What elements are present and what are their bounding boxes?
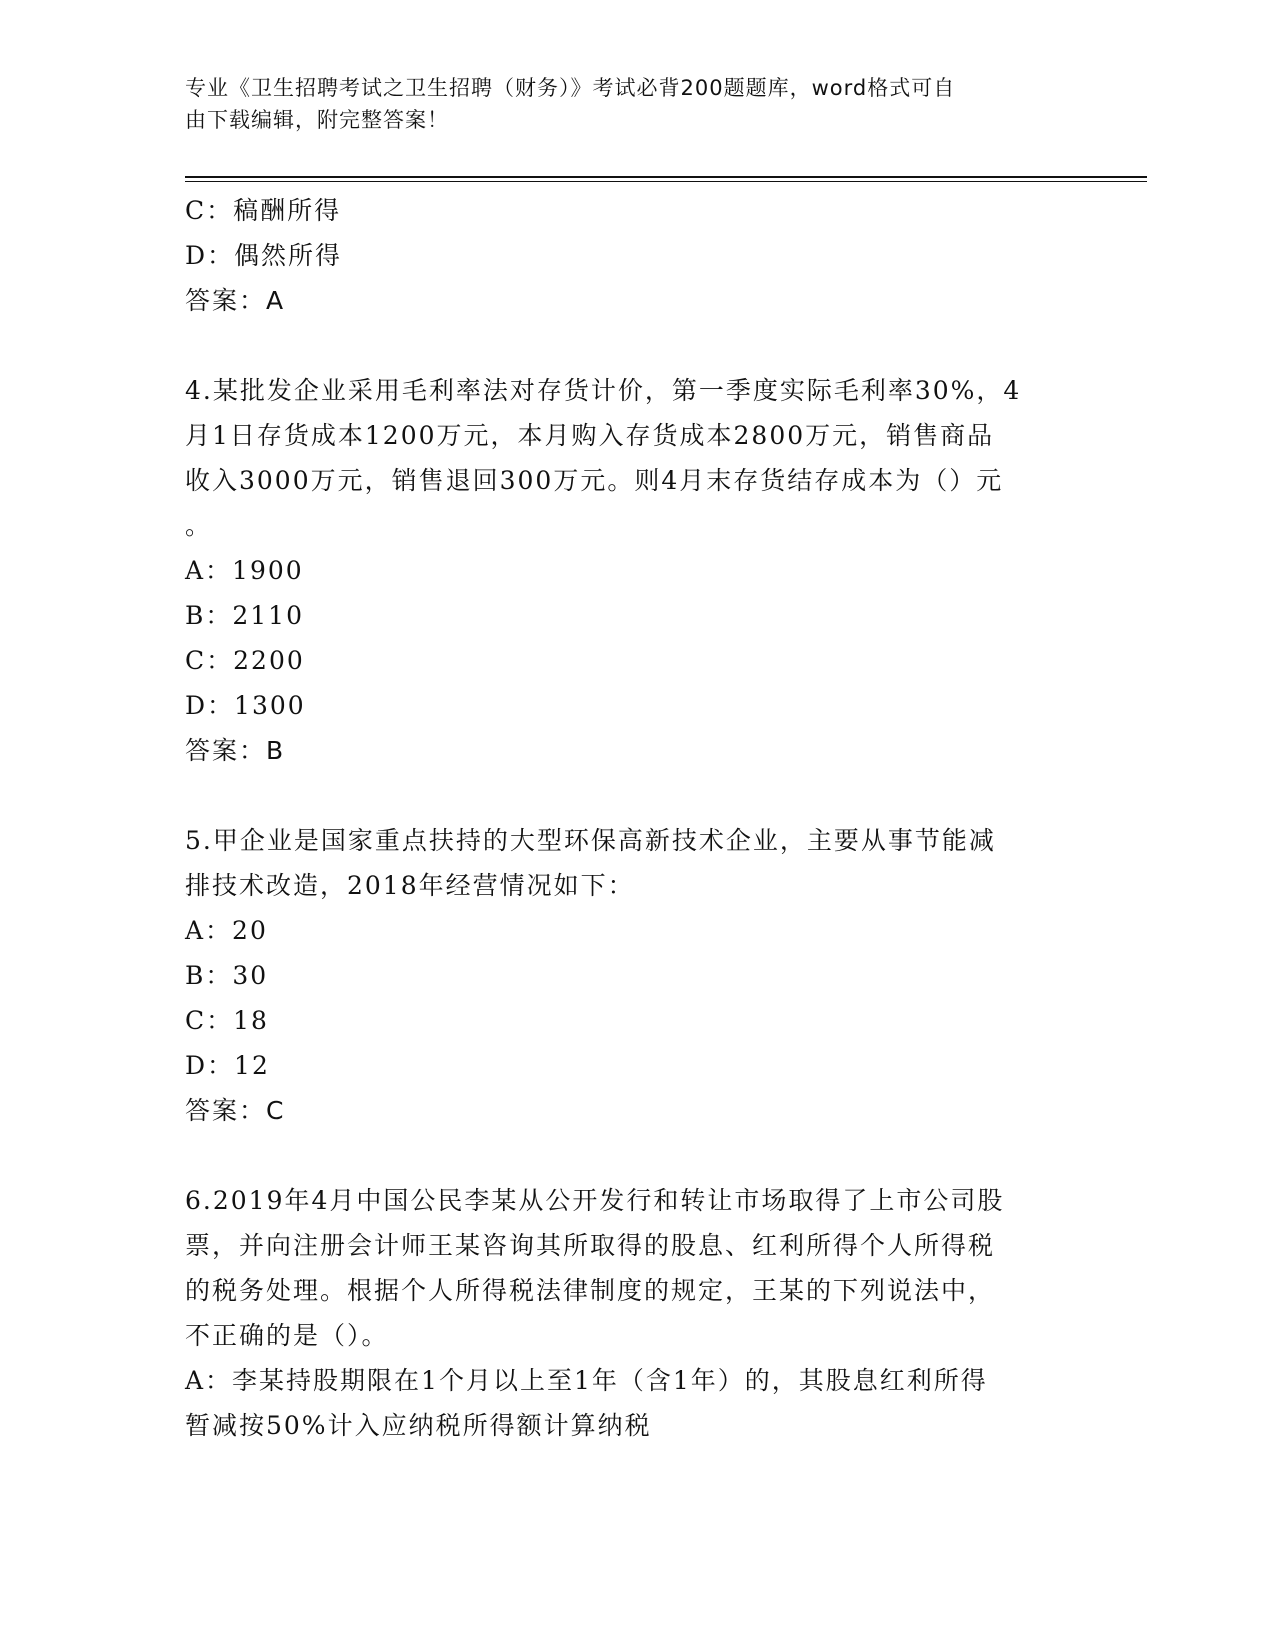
q4-option-d: D：1300 (185, 691, 306, 720)
q4-option-c: C：2200 (185, 646, 305, 675)
q4-stem-line: 月1日存货成本1200万元，本月购入存货成本2800万元，销售商品 (185, 421, 995, 450)
spacer (185, 1133, 1065, 1178)
header-divider-thin (185, 181, 1147, 182)
q5-stem-line: 5.甲企业是国家重点扶持的大型环保高新技术企业，主要从事节能减 (185, 826, 996, 855)
q6-stem-line: 票，并向注册会计师王某咨询其所取得的股息、红利所得个人所得税 (185, 1231, 996, 1260)
q5-option-d: D：12 (185, 1051, 270, 1080)
q5-option-b: B：30 (185, 961, 269, 990)
header-line-2: 由下载编辑，附完整答案！ (185, 108, 449, 132)
q5-answer: 答案：C (185, 1096, 286, 1125)
q4-stem-line: 。 (185, 511, 213, 540)
q3-option-c: C：稿酬所得 (185, 196, 342, 225)
q5-option-c: C：18 (185, 1006, 269, 1035)
header-line-1: 专业《卫生招聘考试之卫生招聘（财务）》考试必背200题题库，word格式可自 (185, 76, 956, 100)
q6-stem-line: 6.2019年4月中国公民李某从公开发行和转让市场取得了上市公司股 (185, 1186, 1005, 1215)
q6-option-a-line: A：李某持股期限在1个月以上至1年（含1年）的，其股息红利所得 (185, 1366, 988, 1395)
header-divider (185, 176, 1147, 178)
document-header (185, 72, 1065, 136)
q3-answer: 答案：A (185, 286, 286, 315)
q4-stem-line: 收入3000万元，销售退回300万元。则4月末存货结存成本为（）元 (185, 466, 1004, 495)
q3-option-d: D：偶然所得 (185, 241, 343, 270)
spacer (185, 773, 1065, 818)
document-body (185, 188, 1065, 1448)
q5-option-a: A：20 (185, 916, 268, 945)
q4-answer: 答案：B (185, 736, 286, 765)
q6-stem-line: 的税务处理。根据个人所得税法律制度的规定，王某的下列说法中， (185, 1276, 996, 1305)
q6-option-a-line: 暂减按50%计入应纳税所得额计算纳税 (185, 1411, 652, 1440)
q4-option-b: B：2110 (185, 601, 304, 630)
spacer (185, 323, 1065, 368)
q4-option-a: A：1900 (185, 556, 304, 585)
q4-stem-line: 4.某批发企业采用毛利率法对存货计价，第一季度实际毛利率30%，4 (185, 376, 1022, 405)
q5-stem-line: 排技术改造，2018年经营情况如下： (185, 871, 635, 900)
q6-stem-line: 不正确的是（）。 (185, 1321, 389, 1350)
